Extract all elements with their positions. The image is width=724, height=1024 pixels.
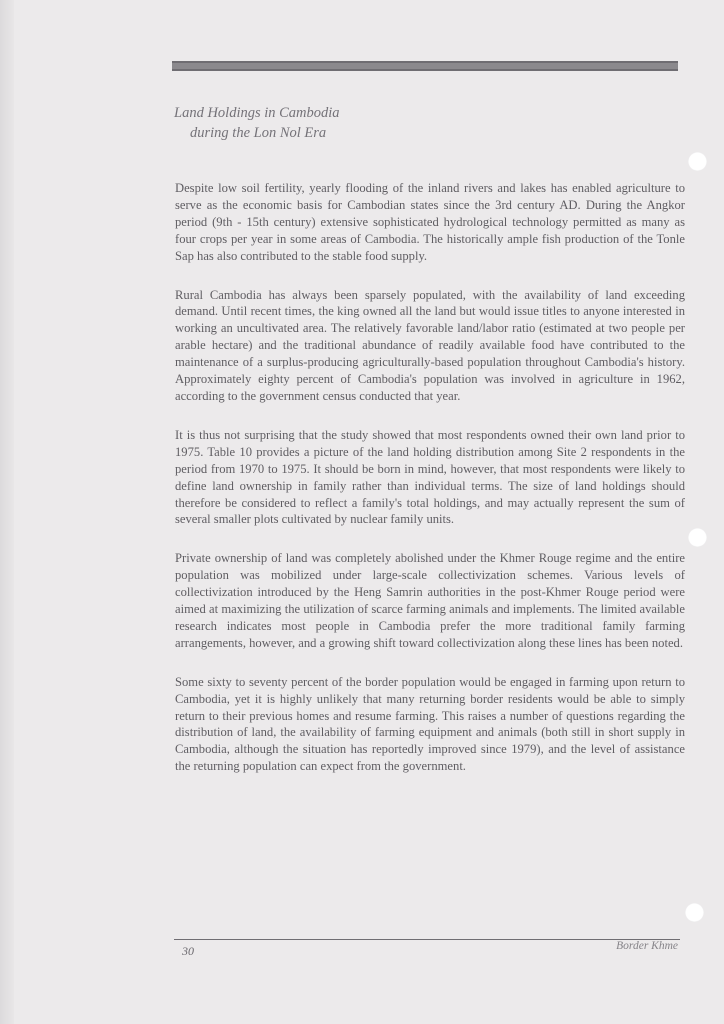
paragraph-4: Private ownership of land was completely abolished under the Khmer Rouge regime and the entire population was mobilized under large-scale collectivization schemes. Various levels of collectivization introduced by the Heng Samrin authorities in the post-Khmer Rouge period were aimed at maximizing the utilization of scarce farming animals and implements. The limited available research indicates most people in Cambodia prefer the more traditional family farming arrangements, however, and a growing shift toward collectivization along these lines has been noted. (175, 551, 685, 650)
page-left-edge (0, 0, 14, 1024)
footer-rule (174, 939, 680, 940)
punch-hole-bottom (685, 903, 704, 922)
header-rule (172, 61, 678, 71)
page-number: 30 (182, 944, 194, 958)
running-title: Border Khme (616, 940, 678, 952)
body-text (175, 180, 685, 797)
punch-hole-top (688, 152, 707, 171)
paragraph-3: It is thus not surprising that the study showed that most respondents owned their own land prior to 1975. Table 10 provides a picture of the land holding distribution among Site 2 respondents in the period from 1970 to 1975. It should be born in mind, however, that most respondents were likely to define land ownership in family rather than individual terms. The size of land holdings should therefore be considered to reflect a family's total holdings, and may actually represent the sum of several smaller plots cultivated by nuclear family units. (175, 427, 685, 527)
section-heading (174, 103, 340, 143)
punch-hole-middle (688, 528, 707, 547)
paragraph-2: Rural Cambodia has always been sparsely populated, with the availability of land exceeding demand. Until recent times, the king owned all the land but would issue titles to anyone interested in working an uncultivated area. The relatively favorable land/labor ratio (estimated at two people per arable hectare) and the traditional abundance of readily available food have contributed to the maintenance of a surplus-producing agriculturally-based population throughout Cambodia's history. Approximately eighty percent of Cambodia's population was involved in agriculture in 1962, according to the government census conducted that year. (175, 287, 685, 403)
paragraph-1: Despite low soil fertility, yearly flooding of the inland rivers and lakes has enabled agriculture to serve as the economic basis for Cambodian states since the 3rd century AD. During the Angkor period (9th - 15th century) extensive sophisticated hydrological technology permitted as many as four crops per year in some areas of Cambodia. The historically ample fish production of the Tonle Sap has also contributed to the stable food supply. (175, 181, 685, 263)
heading-line-2: during the Lon Nol Era (190, 125, 327, 141)
paragraph-5: Some sixty to seventy percent of the border population would be engaged in farming upon return to Cambodia, yet it is highly unlikely that many returning border residents would be able to simply return to their previous homes and resume farming. This raises a number of questions regarding the distribution of land, the availability of farming equipment and animals (both still in short supply in Cambodia, although the situation has reportedly improved since 1979), and the level of assistance the returning population can expect from the government. (175, 674, 685, 774)
heading-line-1: Land Holdings in Cambodia (174, 105, 340, 121)
